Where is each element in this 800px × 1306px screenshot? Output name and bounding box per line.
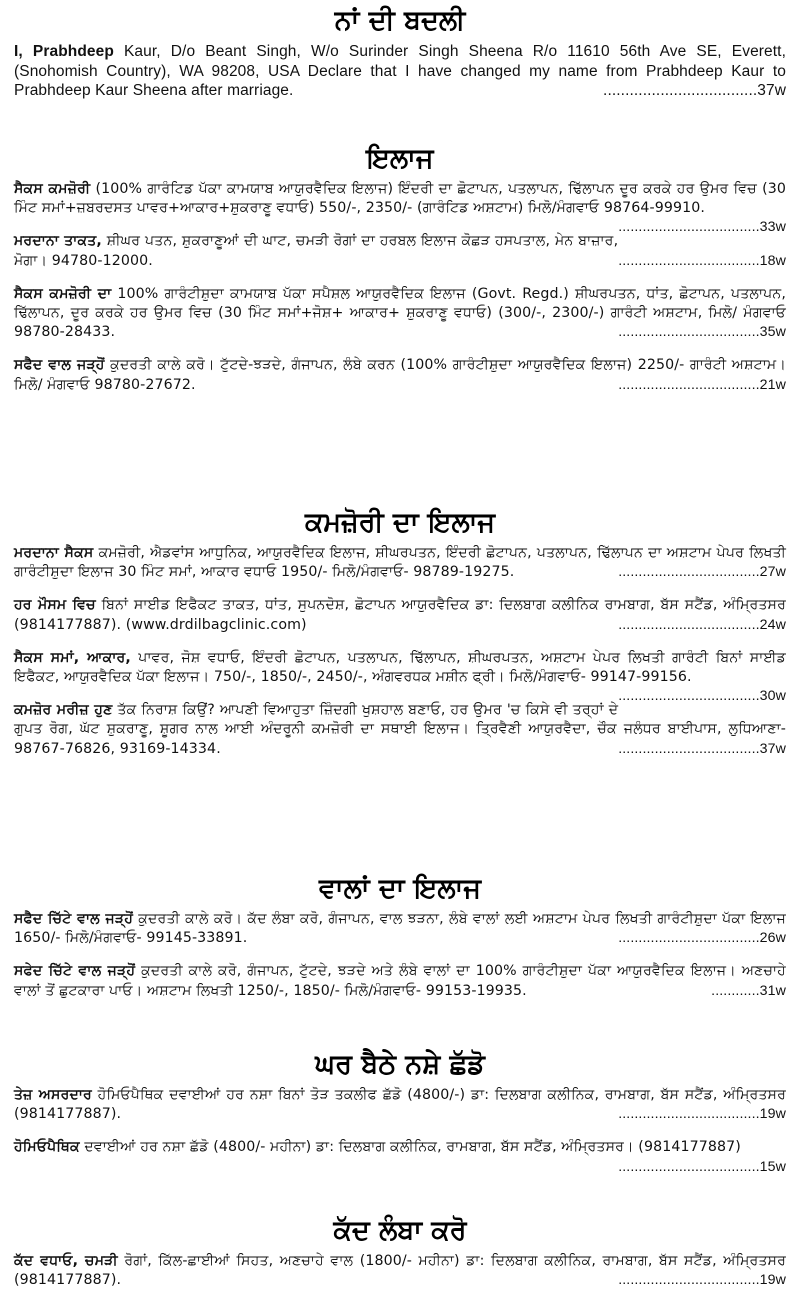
section-hair-treatment (14, 872, 786, 1015)
ad-code: ...................................30w (618, 688, 786, 705)
section-heading: ਇਲਾਜ (366, 143, 434, 174)
ad-code: ...................................35w (618, 324, 786, 341)
classified-ad (14, 544, 786, 582)
classified-ad (14, 701, 786, 759)
classified-ad (14, 180, 786, 236)
ad-body: ਪਾਵਰ, ਜੋਸ਼ ਵਧਾਓ, ਇੰਦਰੀ ਛੋਟਾਪਨ, ਪਤਲਾਪਨ, ਢਿੱਲਾਪਨ, ਸ਼ੀਘਰਪਤਨ, ਅਸ਼ਟਾਮ ਪੇਪਰ ਲਿਖਤੀ ਗਾਰੰਟੀ ਬਿਨਾਂ ਸਾਈਡ ਇਫੈਕਟ, ਆਯੁਰਵੈਦਿਕ ਪੱਕਾ ਇਲਾਜ। 750/-, 1850/-, 2450/-, ਅੰਗਵਰਧਕ ਮਸ਼ੀਨ ਫ੍ਰੀ। ਮਿਲੋ/ਮੰਗਵਾਓ- 99147-99156. (14, 649, 786, 686)
ad-code: ...................................21w (618, 376, 786, 393)
ad-body: ਹੋਮਿਓਪੈਥਿਕ ਦਵਾਈਆਂ ਹਰ ਨਸ਼ਾ ਬਿਨਾਂ ਤੋੜ ਤਕਲੀਫ ਛੱਡੋ (4800/-) ਡਾ: ਦਿਲਬਾਗ ਕਲੀਨਿਕ, ਰਾਮਬਾਗ, ਬੱਸ ਸਟੈਂਡ, ਅੰਮ੍ਰਿਤਸਰ (9814177887). (14, 1087, 787, 1123)
section-heading: ਕਮਜ਼ੋਰੀ ਦਾ ਇਲਾਜ (304, 507, 496, 538)
section-treatment (14, 142, 786, 409)
section-name-change (14, 4, 786, 115)
classified-ad (14, 1252, 786, 1290)
classified-ad (14, 910, 786, 948)
ad-code: ...................................19w (618, 1272, 786, 1289)
ad-body: ਕੁਦਰਤੀ ਕਾਲੇ ਕਰੋ। ਕੱਦ ਲੰਬਾ ਕਰੋ, ਗੰਜਾਪਨ, ਵਾਲ ਝੜਨਾ, ਲੰਬੇ ਵਾਲਾਂ ਲਈ ਅਸ਼ਟਾਮ ਪੇਪਰ ਲਿਖਤੀ ਗਾਰੰਟੀਸ਼ੁਦਾ ਪੱਕਾ ਇਲਾਜ 1650/- ਮਿਲੋ/ਮੰਗਵਾਓ- 99145-33891. (14, 911, 786, 947)
ad-code: ...................................37w (603, 82, 786, 99)
classified-ad (14, 232, 786, 270)
ad-body: ਸ਼ੀਘਰ ਪਤਨ, ਸ਼ੁਕਰਾਣੂਆਂ ਦੀ ਘਾਟ, ਚਮੜੀ ਰੋਗਾਂ ਦਾ ਹਰਬਲ ਇਲਾਜ ਕੋਛੜ ਹਸਪਤਾਲ, ਮੇਨ ਬਾਜ਼ਾਰ, ਮੋਗਾ। 94780-12000. (14, 233, 619, 269)
ad-lead: ਸੈਕਸ ਕਮਜ਼ੋਰੀ ਦਾ (14, 285, 112, 302)
ad-lead: ਤੇਜ਼ ਅਸਰਦਾਰ (14, 1087, 92, 1103)
section-quit-addiction (14, 1048, 786, 1177)
section-height-increase (14, 1214, 786, 1304)
ad-body: ਕੁਦਰਤੀ ਕਾਲੇ ਕਰੋ, ਗੰਜਾਪਨ, ਟੁੱਟਦੇ, ਝੜਦੇ ਅਤੇ ਲੰਬੇ ਵਾਲਾਂ ਦਾ 100% ਗਾਰੰਟੀਸ਼ੁਦਾ ਪੱਕਾ ਆਯੁਰਵੈਦਿਕ ਇਲਾਜ। ਅਣਚਾਹੇ ਵਾਲਾਂ ਤੋਂ ਛੁਟਕਾਰਾ ਪਾਓ। ਅਸ਼ਟਾਮ ਲਿਖਤੀ 1250/-, 1850/- ਮਿਲੋ/ਮੰਗਵਾਓ- 99153-19935. (14, 963, 786, 999)
ad-code: ...................................33w (618, 219, 786, 236)
ad-lead: ਹੋਮਿਓਪੈਥਿਕ (14, 1139, 80, 1156)
section-heading: ਨਾਂ ਦੀ ਬਦਲੀ (334, 5, 466, 36)
section-heading: ਵਾਲਾਂ ਦਾ ਇਲਾਜ (319, 873, 481, 904)
classified-ad (14, 1086, 786, 1124)
ad-lead: ਕੱਦ ਵਧਾਓ, ਚਮੜੀ (14, 1253, 118, 1269)
classified-ad (14, 285, 786, 343)
ad-code: ...................................19w (618, 1106, 786, 1123)
classified-ad (14, 1138, 786, 1175)
ad-code: ...................................37w (618, 740, 786, 757)
ad-lead: I, Prabhdeep (14, 43, 114, 60)
ad-body: 100% ਗਾਰੰਟੀਸ਼ੁਦਾ ਕਾਮਯਾਬ ਪੱਕਾ ਸਪੈਸ਼ਲ ਆਯੁਰਵੈਦਿਕ ਇਲਾਜ (Govt. Regd.) ਸ਼ੀਘਰਪਤਨ, ਧਾਂਤ, ਛੋਟਾਪਨ, ਪਤਲਾਪਨ, ਢਿੱਲਾਪਨ, ਦੂਰ ਕਰਕੇ ਹਰ ਉਮਰ ਵਿਚ (30 ਮਿੰਟ ਸਮਾਂ+ਜੋਸ਼+ ਆਕਾਰ+ ਸ਼ੁਕਰਾਣੂ ਵਧਾਓ) (300/-, 2300/-) ਗਾਰੰਟੀ ਅਸ਼ਟਾਮ, ਮਿਲੋ/ ਮੰਗਵਾਓ 98780-28433. (14, 285, 787, 341)
ad-body: ਰੋਗਾਂ, ਕਿੱਲ-ਛਾਈਆਂ ਸਿਹਤ, ਅਣਚਾਹੇ ਵਾਲ (1800/- ਮਹੀਨਾ) ਡਾ: ਦਿਲਬਾਗ ਕਲੀਨਿਕ, ਰਾਮਬਾਗ, ਬੱਸ ਸਟੈਂਡ, ਅੰਮ੍ਰਿਤਸਰ (9814177887). (14, 1253, 786, 1289)
classified-ad (14, 356, 786, 394)
ad-lead: ਸਫੇਦ ਚਿੱਟੇ ਵਾਲ ਜੜ੍ਹੋਂ (14, 963, 136, 980)
ad-body: ਤੱਕ ਨਿਰਾਸ਼ ਕਿਉਂ? ਆਪਣੀ ਵਿਆਹੁਤਾ ਜ਼ਿੰਦਗੀ ਖੁਸ਼ਹਾਲ ਬਣਾਓ, ਹਰ ਉਮਰ 'ਚ ਕਿਸੇ ਵੀ ਤਰ੍ਹਾਂ ਦੇ ਗੁਪਤ ਰੋਗ, ਘੱਟ ਸ਼ੁਕਰਾਣੂ, ਸ਼ੂਗਰ ਨਾਲ ਆਈ ਅੰਦਰੂਨੀ ਕਮਜ਼ੋਰੀ ਦਾ ਸਥਾਈ ਇਲਾਜ। ਤ੍ਰਿਵੈਣੀ ਆਯੁਰਵੈਦਾ, ਚੌਕ ਜਲੰਧਰ ਬਾਈਪਾਸ, ਲੁਧਿਆਣਾ- 98767-76826, 93169-14334. (14, 702, 786, 757)
classified-ad (14, 962, 786, 1000)
ad-lead: ਹਰ ਮੌਸਮ ਵਿਚ (14, 597, 96, 614)
classified-ad (14, 649, 786, 705)
ad-body: Kaur, D/o Beant Singh, W/o Surinder Singh Sheena R/o 11610 56th Ave SE, Everett, (Snohomish Country), WA 98208, USA Declare that I have changed my name from Prabhdeep Kaur to Prabhdeep Kaur Sheena after marriage. (14, 43, 786, 99)
ad-body: ਦਵਾਈਆਂ ਹਰ ਨਸ਼ਾ ਛੱਡੋ (4800/- ਮਹੀਨਾ) ਡਾ: ਦਿਲਬਾਗ ਕਲੀਨਿਕ, ਰਾਮਬਾਗ, ਬੱਸ ਸਟੈਂਡ, ਅੰਮ੍ਰਿਤਸਰ। (9814177887) (79, 1139, 741, 1156)
ad-lead: ਸੈਕਸ ਕਮਜ਼ੋਰੀ (14, 181, 91, 197)
section-weakness-treatment (14, 506, 786, 773)
ad-body: ਬਿਨਾਂ ਸਾਈਡ ਇਫੈਕਟ ਤਾਕਤ, ਧਾਂਤ, ਸੁਪਨਦੋਸ਼, ਛੋਟਾਪਨ ਆਯੁਰਵੈਦਿਕ ਡਾ: ਦਿਲਬਾਗ ਕਲੀਨਿਕ ਰਾਮਬਾਗ, ਬੱਸ ਸਟੈਂਡ, ਅੰਮ੍ਰਿਤਸਰ (9814177887). (www.drdilbagclinic.com) (14, 597, 786, 633)
ad-lead: ਮਰਦਾਨਾ ਸੈਕਸ (14, 545, 94, 561)
classified-ad (14, 596, 786, 634)
ad-code: ...................................27w (618, 564, 786, 581)
ad-code: ............31w (711, 982, 786, 999)
ad-lead: ਮਰਦਾਨਾ ਤਾਕਤ, (14, 233, 102, 250)
ad-code: ...................................15w (618, 1158, 786, 1175)
ad-code: ...................................18w (618, 252, 786, 269)
ad-body: (100% ਗਾਰੰਟਿਡ ਪੱਕਾ ਕਾਮਯਾਬ ਆਯੁਰਵੈਦਿਕ ਇਲਾਜ) ਇੰਦਰੀ ਦਾ ਛੋਟਾਪਨ, ਪਤਲਾਪਨ, ਢਿੱਲਾਪਨ ਦੂਰ ਕਰਕੇ ਹਰ ਉਮਰ ਵਿਚ (30 ਮਿੰਟ ਸਮਾਂ+ਜ਼ਬਰਦਸਤ ਪਾਵਰ+ਆਕਾਰ+ਸ਼ੁਕਰਾਣੂ ਵਧਾਓ) 550/-, 2350/- (ਗਾਰੰਟਿਡ ਅਸ਼ਟਾਮ) ਮਿਲੋ/ਮੰਗਵਾਓ 98764-99910. (14, 181, 786, 217)
ad-body: ਕੁਦਰਤੀ ਕਾਲੇ ਕਰੋ। ਟੁੱਟਦੇ-ਝੜਦੇ, ਗੰਜਾਪਨ, ਲੰਬੇ ਕਰਨ (100% ਗਾਰੰਟੀਸ਼ੁਦਾ ਆਯੁਰਵੈਦਿਕ ਇਲਾਜ) 2250/- ਗਾਰੰਟੀ ਅਸ਼ਟਾਮ। ਮਿਲੋ/ ਮੰਗਵਾਓ 98780-27672. (14, 357, 786, 393)
ad-lead: ਕਮਜ਼ੋਰ ਮਰੀਜ਼ ਹੁਣ (14, 702, 113, 719)
ad-lead: ਸਫੈਦ ਚਿੱਟੇ ਵਾਲ ਜੜ੍ਹੋਂ (14, 911, 134, 927)
section-heading: ਘਰ ਬੈਠੇ ਨਸ਼ੇ ਛੱਡੋ (315, 1049, 485, 1080)
ad-lead: ਸਫੈਦ ਵਾਲ ਜੜ੍ਹੋਂ (14, 357, 105, 374)
classified-ad (14, 42, 786, 101)
ad-body: ਕਮਜ਼ੋਰੀ, ਐਡਵਾਂਸ ਆਧੁਨਿਕ, ਆਯੁਰਵੈਦਿਕ ਇਲਾਜ, ਸ਼ੀਘਰਪਤਨ, ਇੰਦਰੀ ਛੋਟਾਪਨ, ਪਤਲਾਪਨ, ਢਿੱਲਾਪਨ ਦਾ ਅਸ਼ਟਾਮ ਪੇਪਰ ਲਿਖਤੀ ਗਾਰੰਟੀਸ਼ੁਦਾ ਇਲਾਜ 30 ਮਿੰਟ ਸਮਾਂ, ਆਕਾਰ ਵਧਾਓ 1950/- ਮਿਲੋ/ਮੰਗਵਾਓ- 98789-19275. (14, 545, 786, 581)
ad-code: ...................................26w (618, 930, 786, 947)
ad-code: ...................................24w (618, 616, 786, 633)
section-heading: ਕੱਦ ਲੰਬਾ ਕਰੋ (333, 1215, 467, 1246)
ad-lead: ਸੈਕਸ ਸਮਾਂ, ਆਕਾਰ, (14, 649, 131, 666)
